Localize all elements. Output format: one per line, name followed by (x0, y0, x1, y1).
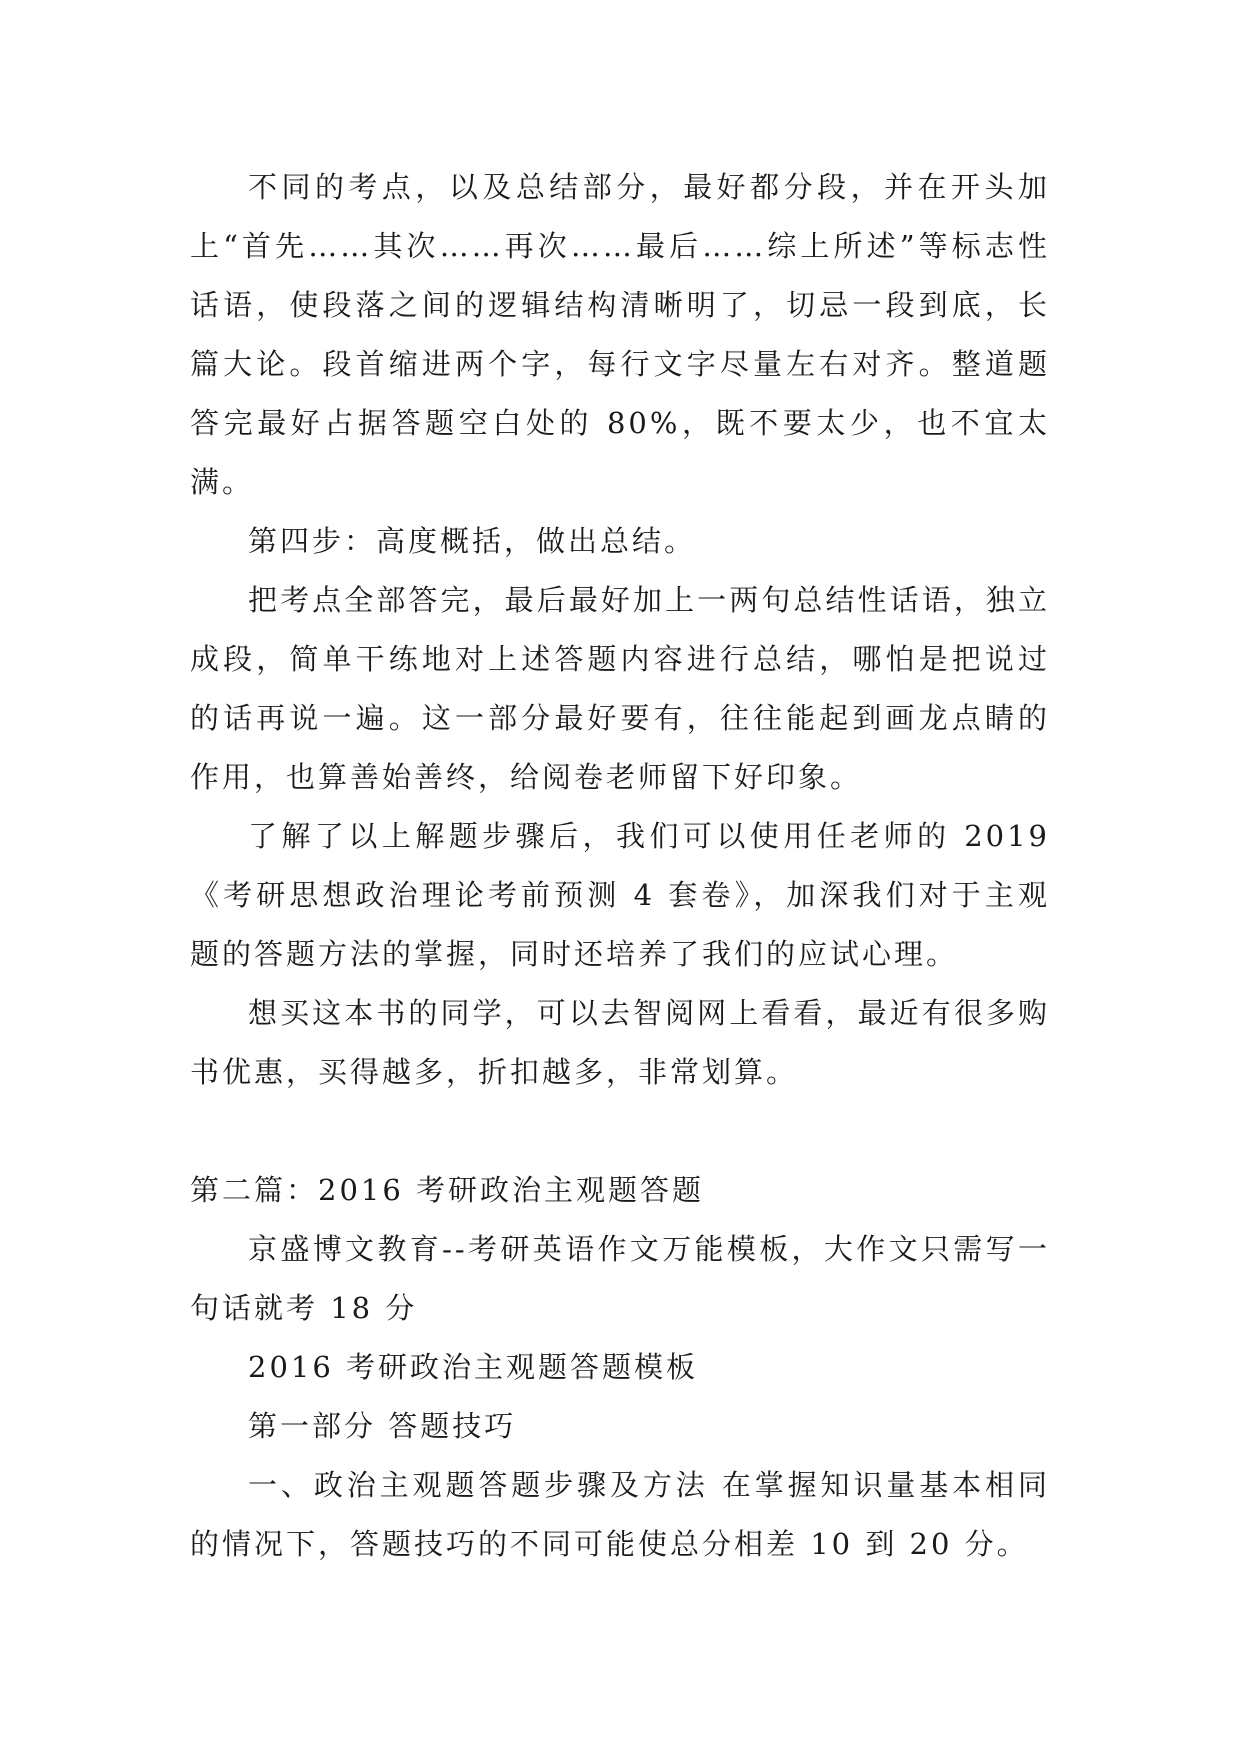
paragraph-english-template: 京盛博文教育--考研英语作文万能模板，大作文只需写一句话就考 18 分 (190, 1232, 1050, 1325)
paragraph-step-four-heading: 第四步：高度概括，做出总结。 (248, 524, 697, 558)
section-spacer (190, 1102, 1050, 1161)
paragraph-summary-advice: 把考点全部答完，最后最好加上一两句总结性话语，独立成段，简单干练地对上述答题内容进行总结，哪怕是把说过的话再说一遍。这一部分最好要有，往往能起到画龙点睛的作用，也算善始善终，给阅卷老师留下好印象。 (190, 583, 1050, 794)
paragraph-purchase-tip: 想买这本书的同学，可以去智阅网上看看，最近有很多购书优惠，买得越多，折扣越多，非常划算。 (190, 996, 1050, 1089)
paragraph-template-title: 2016 考研政治主观题答题模板 (248, 1350, 699, 1384)
paragraph-part-one-heading: 第一部分 答题技巧 (248, 1409, 517, 1443)
paragraph-answer-format: 不同的考点，以及总结部分，最好都分段，并在开头加上“首先……其次……再次……最后……综上所述”等标志性话语，使段落之间的逻辑结构清晰明了，切忌一段到底，长篇大论。段首缩进两个字，每行文字尽量左右对齐。整道题答完最好占据答题空白处的 80%，既不要太少，也不宜太满。 (190, 170, 1050, 499)
section-heading: 第二篇：2016 考研政治主观题答题 (190, 1173, 705, 1207)
paragraph-practice-book: 了解了以上解题步骤后，我们可以使用任老师的 2019《考研思想政治理论考前预测 4 套卷》，加深我们对于主观题的答题方法的掌握，同时还培养了我们的应试心理。 (190, 819, 1050, 971)
document-body (190, 158, 1050, 1574)
paragraph-steps-and-methods: 一、政治主观题答题步骤及方法 在掌握知识量基本相同的情况下，答题技巧的不同可能使总分相差 10 到 20 分。 (190, 1468, 1050, 1561)
